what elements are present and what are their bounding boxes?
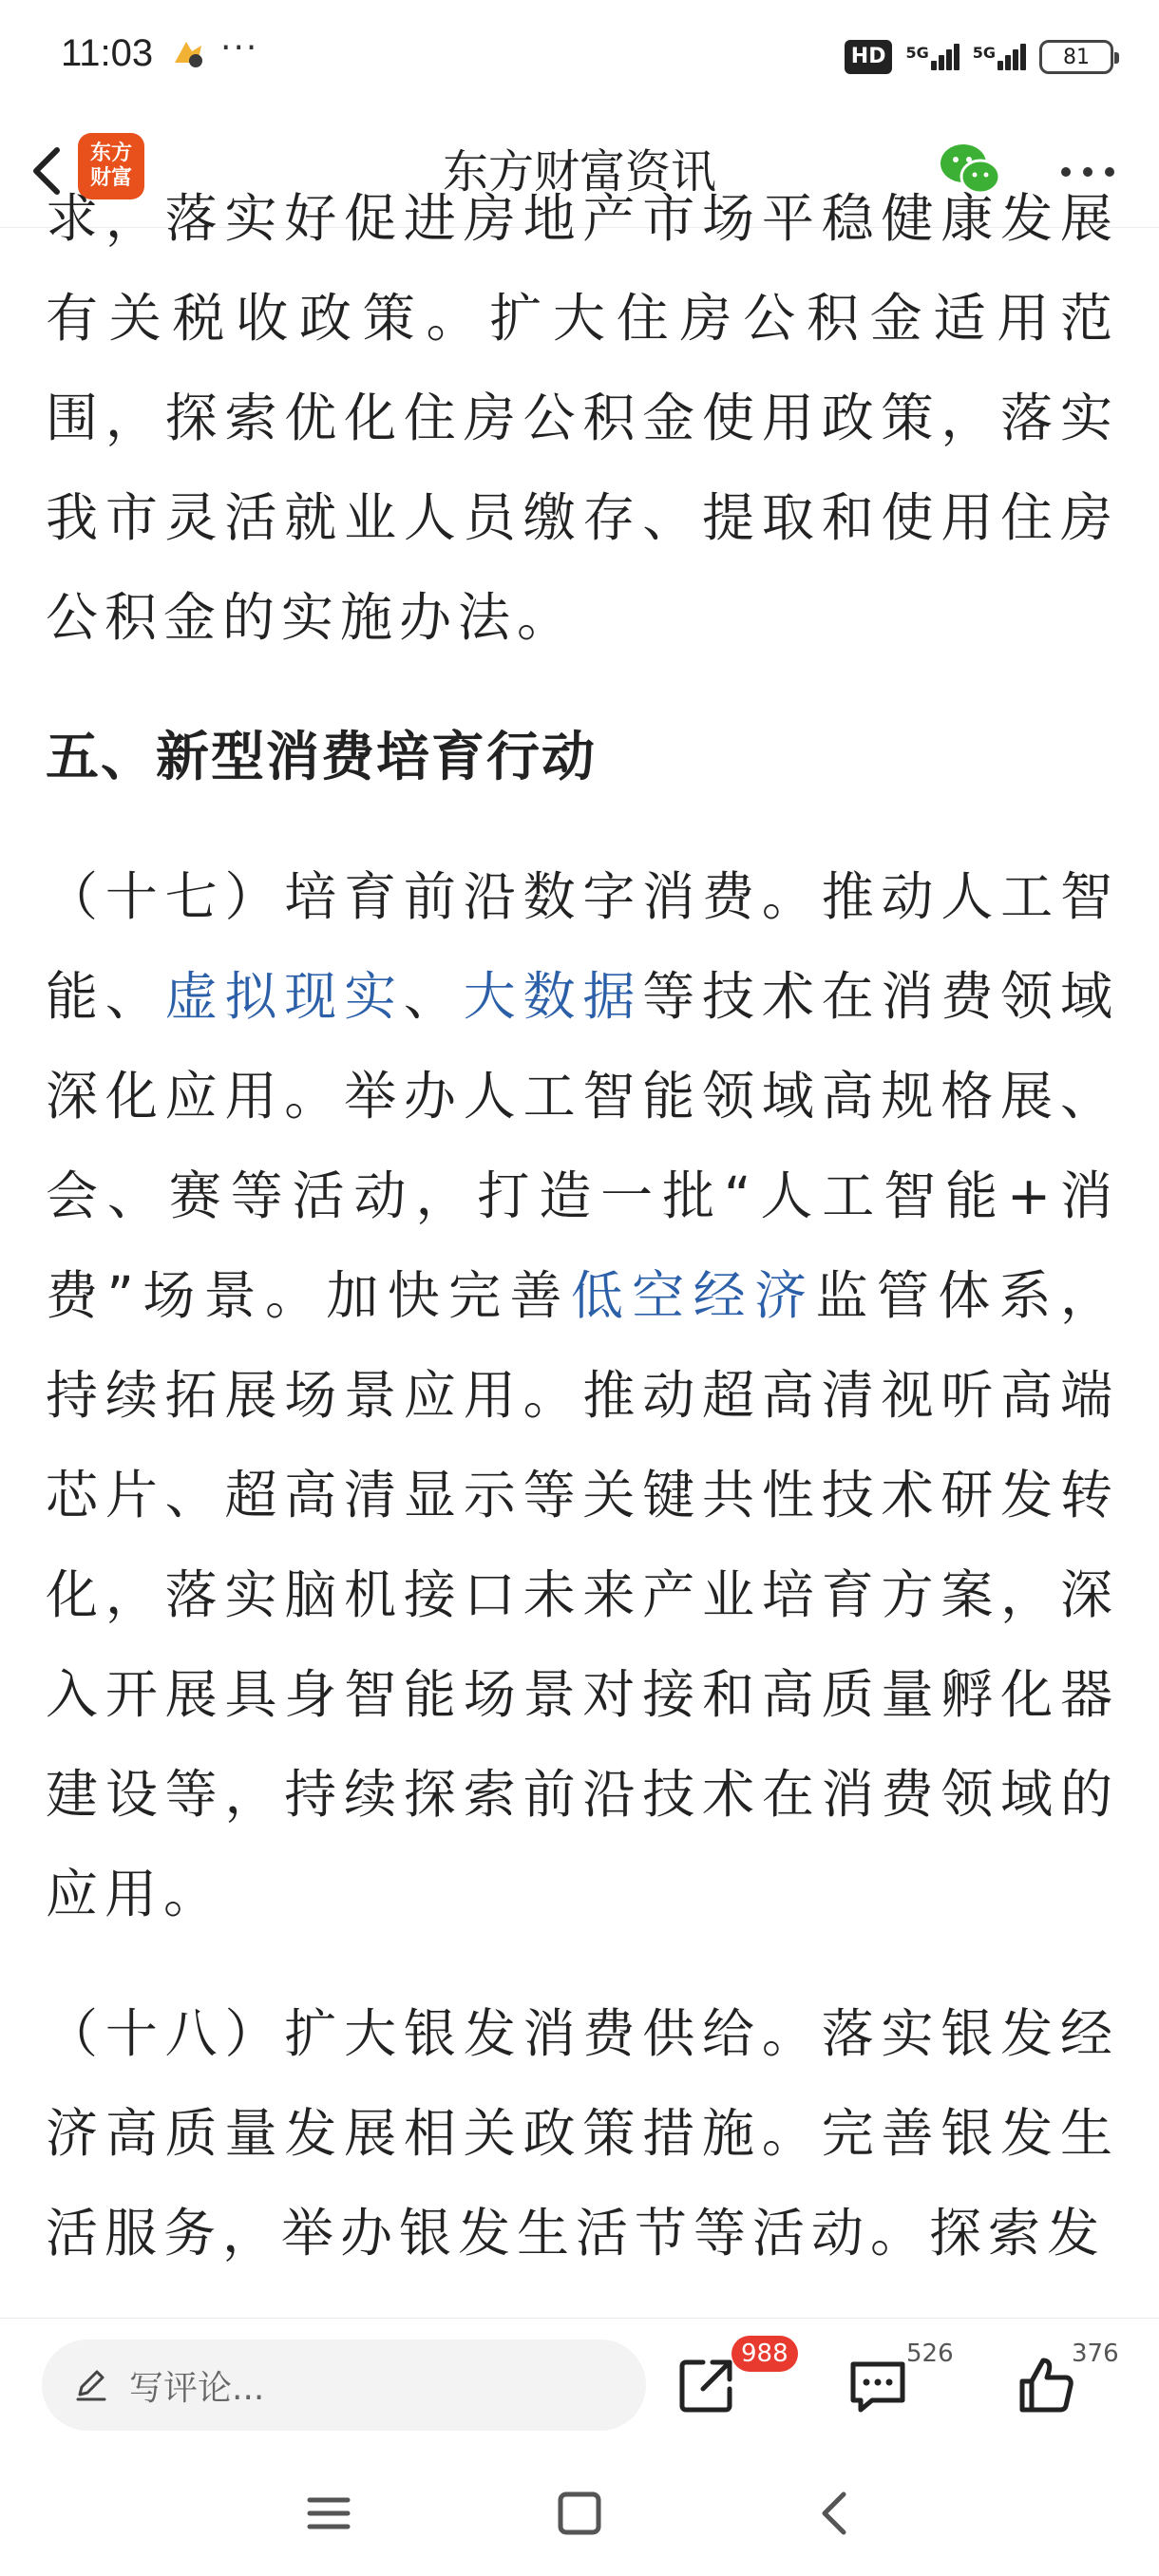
like-count: 376 — [1072, 2339, 1119, 2368]
square-icon — [549, 2483, 610, 2544]
share-count-badge: 988 — [732, 2336, 798, 2372]
link-virtual-reality[interactable]: 虚拟现实 — [164, 966, 404, 1027]
system-nav-bar — [0, 2451, 1159, 2576]
signal-2-icon: 5G — [973, 44, 1026, 70]
pencil-icon — [72, 2366, 110, 2404]
home-button[interactable] — [549, 2483, 610, 2544]
comment-input[interactable] — [42, 2339, 646, 2431]
notification-icon — [169, 34, 207, 72]
status-time: 11:03 — [61, 32, 154, 74]
article-paragraph: （十八）扩大银发消费供给。落实银发经济高质量发展相关政策措施。完善银发生活服务，举办银发生活节等活动。探索发 — [46, 2003, 1119, 2263]
recent-apps-button[interactable] — [298, 2483, 359, 2544]
section-heading: 五、新型消费培育行动 — [46, 727, 597, 788]
status-more-icon: ··· — [220, 28, 259, 67]
article-paragraph: （十七）培育前沿数字消费。推动人工智能、虚拟现实、大数据等技术在消费领域深化应用。举办人工智能领域高规格展、会、赛等活动，打造一批“人工智能+消费”场景。加快完善低空经济监管体系，持续拓展场景应用。推动超高清视听高端芯片、超高清显示等关键共性技术研发转化，落实脑机接口未来产业培育方案，深入开展具身智能场景对接和高质量孵化器建设等，持续探索前沿技术在消费领域的应用。 — [46, 866, 1119, 1924]
hd-voice-icon: HD — [845, 40, 893, 74]
article-body — [46, 188, 1119, 2318]
comment-icon — [840, 2347, 916, 2423]
signal-1-icon: 5G — [905, 44, 959, 70]
comment-placeholder: 写评论... — [129, 2368, 265, 2408]
system-back-button[interactable] — [806, 2483, 866, 2544]
back-triangle-icon — [806, 2483, 866, 2544]
app-logo: 东方 财富 — [78, 133, 144, 199]
status-bar — [0, 0, 1159, 114]
article-paragraph: 求，落实好促进房地产市场平稳健康发展有关税收政策。扩大住房公积金适用范围，探索优化住房公积金使用政策，落实我市灵活就业人员缴存、提取和使用住房公积金的实施办法。 — [46, 188, 1119, 648]
status-indicators — [845, 34, 1113, 80]
action-bar — [0, 2318, 1159, 2449]
battery-icon — [1039, 40, 1113, 74]
menu-icon — [298, 2483, 359, 2544]
comment-count: 526 — [906, 2339, 954, 2368]
battery-level: 81 — [1063, 45, 1090, 69]
comments-button[interactable] — [840, 2347, 916, 2423]
page-title: 东方财富资讯 — [442, 145, 716, 199]
link-big-data[interactable]: 大数据 — [463, 966, 643, 1027]
link-low-altitude-economy[interactable]: 低空经济 — [570, 1265, 816, 1326]
